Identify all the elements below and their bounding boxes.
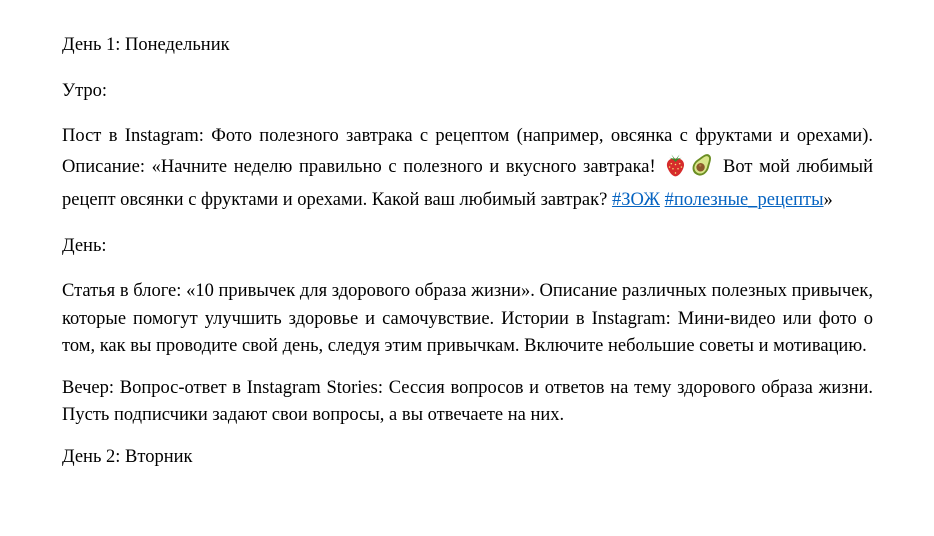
hashtag-recipes-link[interactable]: #полезные_рецепты [664, 190, 824, 210]
day-paragraph: Статья в блоге: «10 привычек для здорового образа жизни». Описание различных полезных привычек, которые помогут улучшить здоровье и самочувствие. Истории в Instagram: Мини-видео или фото о том, как вы проводите свой день, следуя этим привычкам. Включите небольшие советы и мотивацию. [62, 281, 873, 356]
morning-post-text-continued: Вот мой любимый рецепт овсянки с фруктами и орехами. Какой ваш любимый завтрак? [62, 156, 873, 210]
morning-post-paragraph [62, 123, 873, 215]
morning-post-text: Пост в Instagram: Фото полезного завтрака с рецептом (например, овсянка с фруктами и орехами). Описание: «Начните неделю правильно с полезного и вкусного завтрака! [62, 126, 873, 177]
strawberry-icon [662, 151, 689, 178]
closing-quote: » [823, 190, 833, 210]
hashtag-zozh-link[interactable]: #ЗОЖ [611, 190, 660, 210]
avocado-icon [689, 151, 716, 178]
day-label: День: [62, 235, 107, 256]
day1-heading: День 1: Понедельник [62, 35, 230, 55]
document-body [62, 32, 873, 471]
day2-heading: День 2: Вторник [62, 446, 193, 467]
evening-paragraph: Вечер: Вопрос-ответ в Instagram Stories: Сессия вопросов и ответов на тему здорового образа жизни. Пусть подписчики задают свои вопросы, а вы отвечаете на них. [62, 377, 873, 425]
emoji-group [662, 151, 716, 188]
morning-label: Утро: [62, 80, 108, 101]
